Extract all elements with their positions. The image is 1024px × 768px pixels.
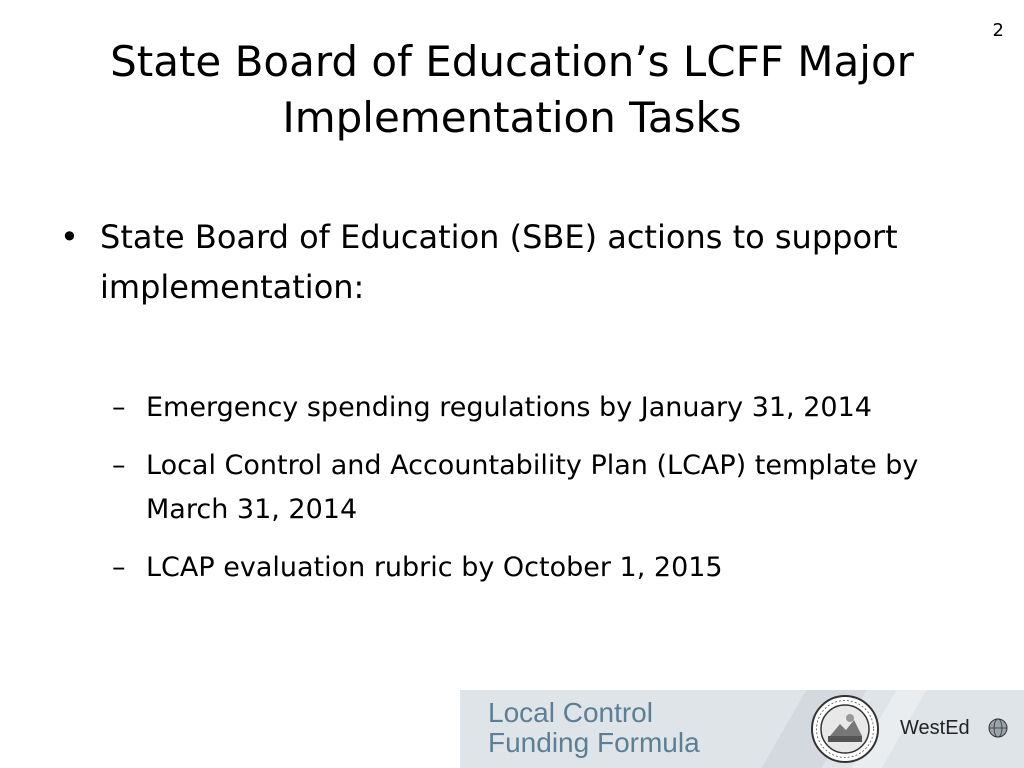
wested-logo-text: WestEd — [900, 717, 970, 739]
bullet-dot: • — [60, 218, 79, 256]
lcff-logo-line-1: Local Control — [488, 697, 653, 728]
footer-banner — [460, 690, 1024, 768]
dash-marker: – — [112, 450, 126, 481]
sub-bullet-text: Local Control and Accountability Plan (LCAP) template by March 31, 2014 — [146, 450, 919, 525]
slide-title-line-1: State Board of Education’s LCFF Major — [110, 37, 914, 86]
state-board-seal-icon — [810, 694, 880, 764]
sub-bullet-item — [112, 444, 932, 532]
globe-icon — [988, 718, 1008, 738]
lcff-logo — [488, 698, 700, 758]
slide-number: 2 — [992, 20, 1004, 41]
sub-bullet-text: LCAP evaluation rubric by October 1, 2015 — [146, 552, 723, 583]
sub-bullet-list — [112, 386, 932, 604]
sub-bullet-text: Emergency spending regulations by January 31, 2014 — [146, 392, 872, 423]
slide-title — [40, 34, 984, 146]
sub-bullet-item — [112, 546, 932, 590]
slide-title-line-2: Implementation Tasks — [282, 93, 742, 142]
main-bullet-text: State Board of Education (SBE) actions to support implementation: — [100, 218, 898, 306]
lcff-logo-line-2: Funding Formula — [488, 727, 700, 758]
dash-marker: – — [112, 552, 126, 583]
dash-marker: – — [112, 392, 126, 423]
main-bullet — [60, 212, 960, 312]
sub-bullet-item — [112, 386, 932, 430]
